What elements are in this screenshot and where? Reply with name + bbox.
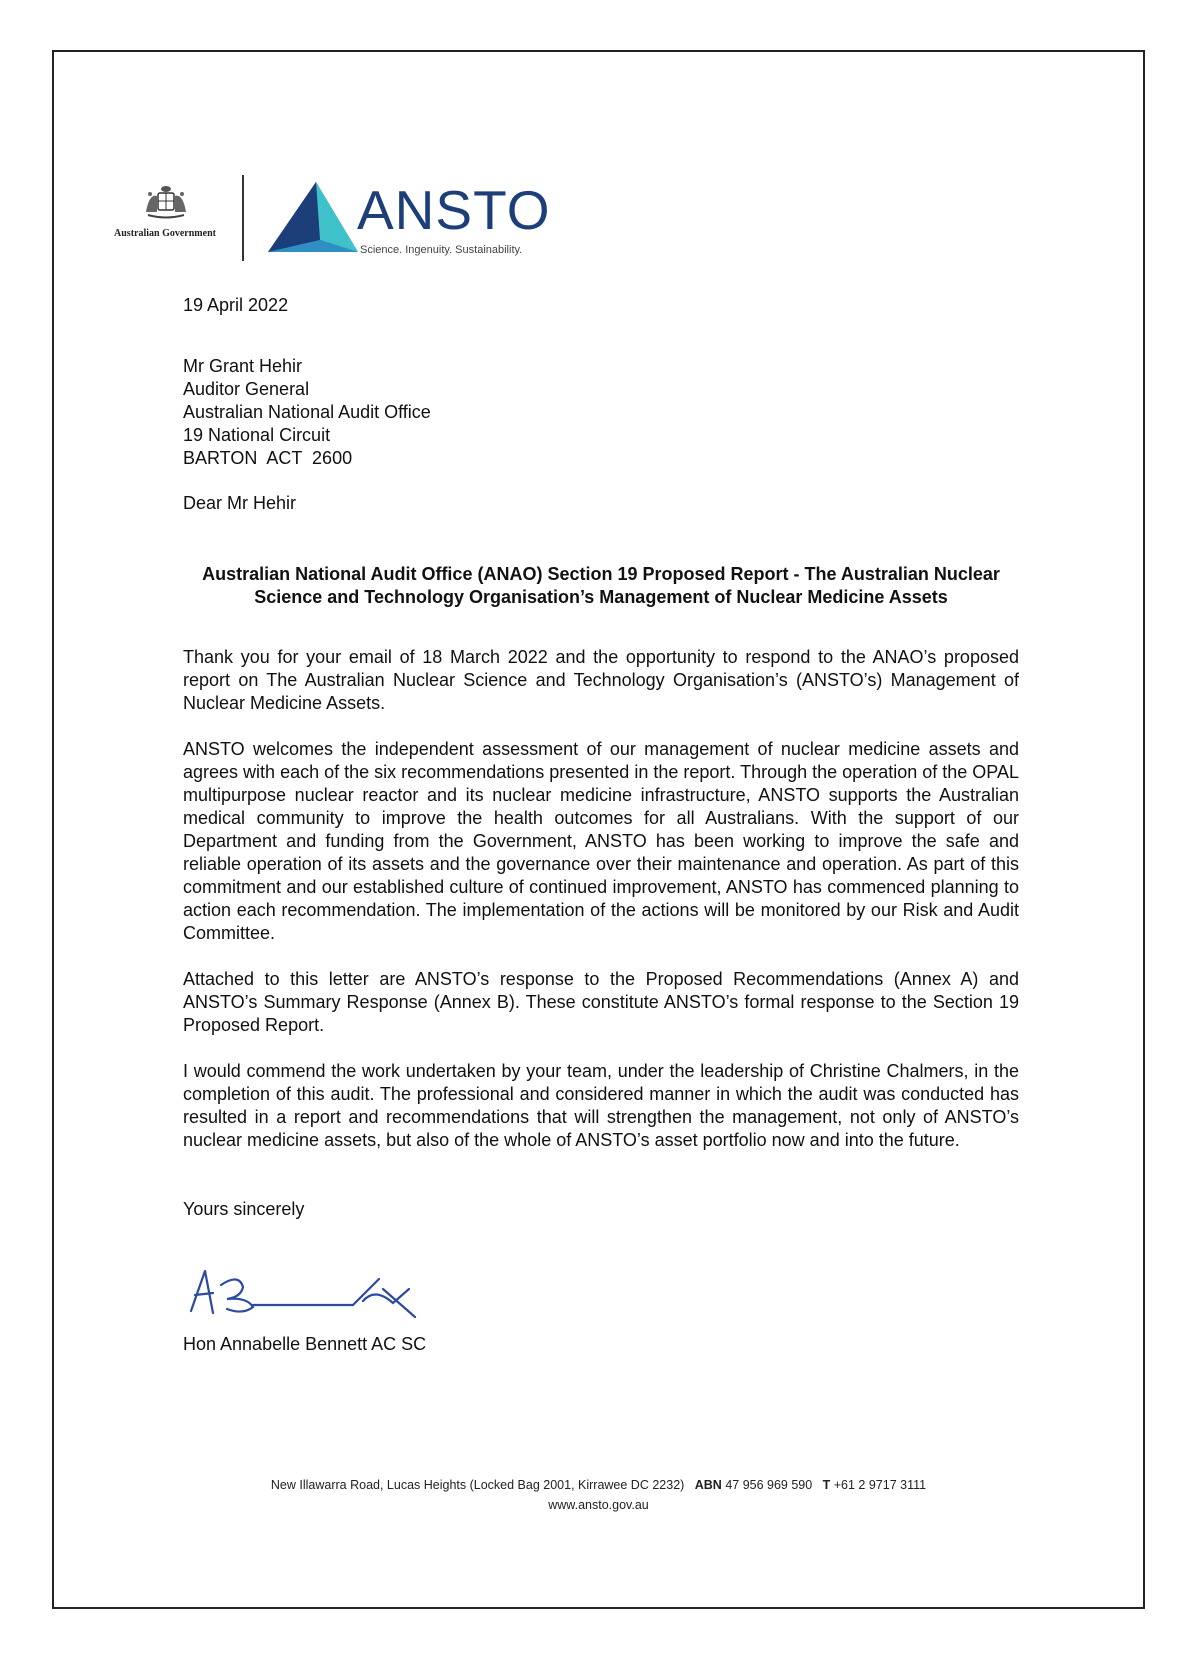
letter-subject: Australian National Audit Office (ANAO) Section 19 Proposed Report - The Australian Nuclear Science and Technology Organisation’s Management of Nuclear Medicine Assets — [202, 564, 1000, 607]
paragraph: I would commend the work undertaken by your team, under the leadership of Christine Chalmers, in the completion of this audit. The professional and considered manner in which the audit was conducted has resulted in a report and recommendations that will strengthen the management, not only of ANSTO’s nuclear medicine assets, but also of the whole of ANSTO’s asset portfolio now and into the future. — [183, 1061, 1019, 1150]
letter-footer — [52, 1475, 1145, 1515]
ansto-logo-icon — [268, 182, 360, 256]
paragraph: Attached to this letter are ANSTO’s response to the Proposed Recommendations (Annex A) and ANSTO’s Summary Response (Annex B). These constitute ANSTO’s formal response to the Section 19 Proposed Report. — [183, 969, 1019, 1035]
letter-date: 19 April 2022 — [183, 295, 289, 315]
closing: Yours sincerely — [183, 1199, 305, 1219]
recipient-city: BARTON ACT 2600 — [183, 448, 353, 468]
footer-abn: 47 956 969 590 — [725, 1478, 813, 1492]
paragraph: ANSTO welcomes the independent assessment of our management of nuclear medicine assets and agrees with each of the six recommendations presented in the report. Through the operation of the OPAL multipurpose nuclear reactor and its nuclear medicine infrastructure, ANSTO supports the Australian medical community to improve the health outcomes for all Australians. With the support of our Department and funding from the Government, ANSTO has been working to improve the safe and reliable operation of its assets and the governance over their maintenance and operation. As part of this commitment and our established culture of continued improvement, ANSTO has commenced planning to action each recommendation. The implementation of the actions will be monitored by our Risk and Audit Committee. — [183, 739, 1019, 943]
footer-website[interactable]: www.ansto.gov.au — [548, 1498, 649, 1512]
coat-of-arms-icon — [140, 182, 192, 222]
recipient-name: Mr Grant Hehir — [183, 356, 303, 376]
recipient-address — [183, 355, 431, 470]
footer-abn-label: ABN — [694, 1478, 722, 1492]
ansto-wordmark: ANSTO — [357, 179, 551, 241]
footer-phone-label: T — [822, 1478, 831, 1492]
footer-address: New Illawarra Road, Lucas Heights (Locked Bag 2001, Kirrawee DC 2232) — [270, 1478, 685, 1492]
government-label: Australian Government — [114, 228, 216, 239]
recipient-organisation: Australian National Audit Office — [183, 402, 431, 422]
salutation: Dear Mr Hehir — [183, 493, 297, 513]
signature-image — [183, 1263, 443, 1325]
letterhead — [110, 172, 570, 264]
footer-phone: +61 2 9717 3111 — [833, 1478, 927, 1492]
recipient-street: 19 National Circuit — [183, 425, 331, 445]
paragraph: Thank you for your email of 18 March 2022 and the opportunity to respond to the ANAO’s proposed report on The Australian Nuclear Science and Technology Organisation’s (ANSTO’s) Management of Nuclear Medicine Assets. — [183, 647, 1019, 713]
signatory-name: Hon Annabelle Bennett AC SC — [183, 1334, 427, 1354]
letterhead-divider — [242, 175, 244, 261]
ansto-tagline: Science. Ingenuity. Sustainability. — [360, 244, 523, 256]
recipient-title: Auditor General — [183, 379, 310, 399]
footer-contact-line — [52, 1475, 1145, 1495]
